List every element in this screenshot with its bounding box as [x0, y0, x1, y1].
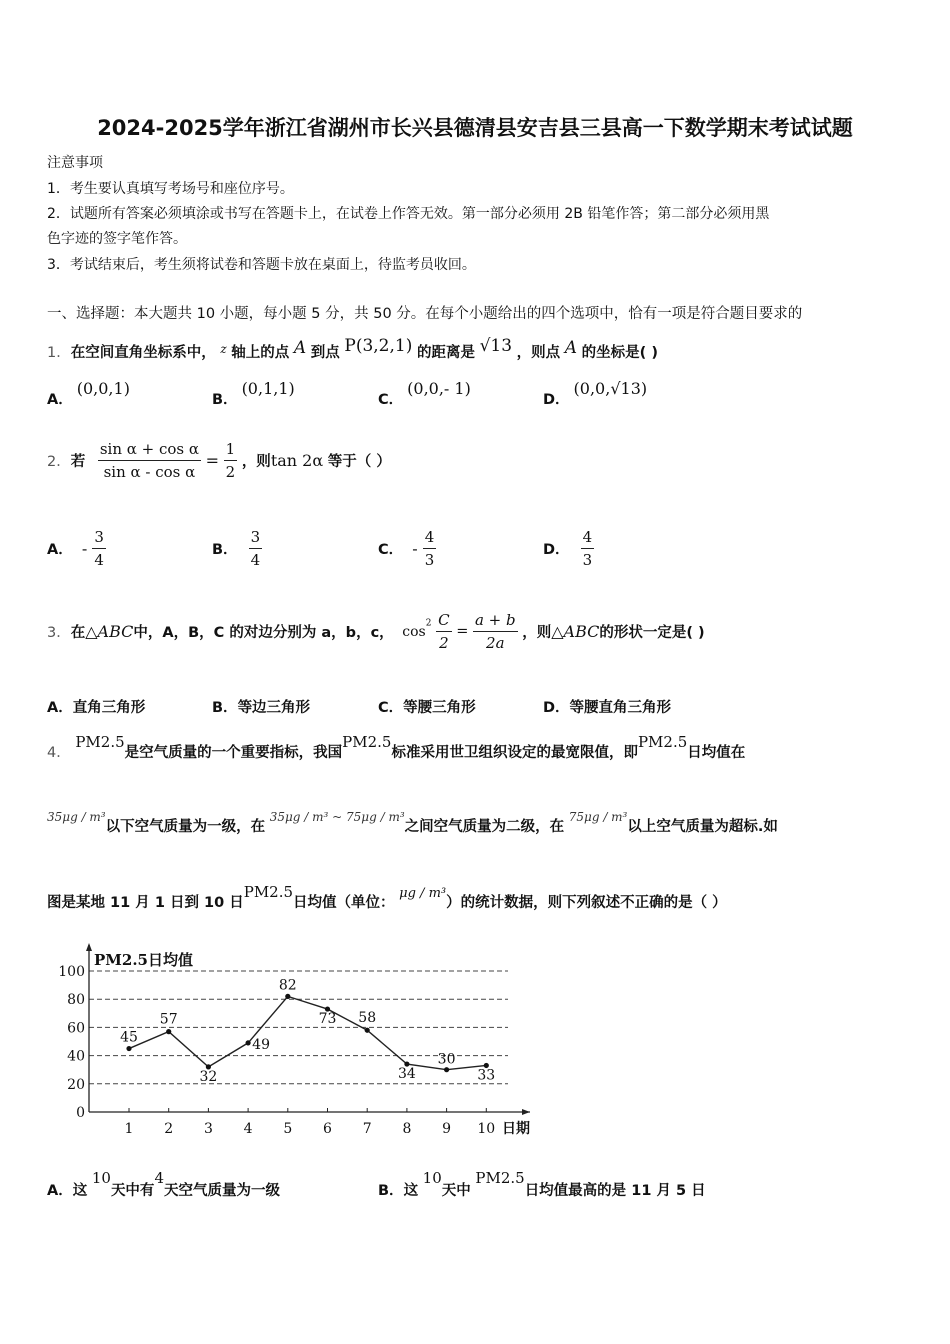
q4-text: 之间空气质量为二级，在 — [404, 819, 565, 835]
frac-n: a + b — [473, 611, 518, 632]
q4-text: 日均值在 — [687, 745, 746, 761]
chart-data-label: 73 — [318, 1011, 337, 1028]
q1-option-a[interactable] — [47, 379, 130, 409]
chart-data-point — [246, 1040, 251, 1045]
question-1 — [47, 328, 658, 371]
option-value: (0,0,1) — [76, 379, 130, 398]
frac-d: 4 — [250, 551, 261, 569]
option-label: A． — [47, 392, 73, 408]
question-4 — [47, 730, 745, 775]
chart-data-label: 32 — [199, 1068, 218, 1085]
chart-x-tick-label: 9 — [442, 1121, 452, 1137]
notice-item: 3．考试结束后，考生须将试卷和答题卡放在桌面上，待监考员收回。 — [47, 257, 476, 273]
option-text: 天中 — [441, 1183, 471, 1199]
option-label: B． — [212, 392, 238, 408]
question-number: 2． — [47, 454, 71, 470]
q1-option-d[interactable] — [543, 379, 648, 409]
equals-sign: = — [456, 623, 469, 640]
pm25-term: PM2.5 — [475, 1169, 525, 1187]
page-title: 2024-2025学年浙江省湖州市长兴县德清县安吉县三县高一下数学期末考试试题 — [97, 116, 853, 140]
q3-option-b[interactable] — [212, 696, 310, 717]
q1-text: 的坐标是( ) — [581, 345, 658, 361]
option-label: A． — [47, 700, 73, 716]
chart-x-axis-label: 日期 — [502, 1121, 530, 1137]
q1-distance: √13 — [479, 336, 513, 356]
q2-text: 若 — [70, 454, 86, 470]
pm25-term: PM2.5 — [342, 733, 392, 751]
pm25-term: PM2.5 — [243, 883, 294, 901]
q2-option-a[interactable] — [47, 528, 106, 569]
frac-n: 4 — [581, 528, 595, 549]
equals-sign: = — [205, 451, 220, 470]
chart-x-tick-label: 6 — [323, 1121, 332, 1137]
chart-data-label: 57 — [159, 1011, 178, 1028]
option-sign: - — [412, 539, 418, 558]
frac-d: 2a — [486, 634, 505, 652]
q3-text: ，则 — [522, 625, 552, 641]
chart-x-tick-label: 8 — [402, 1121, 412, 1137]
chart-data-point — [365, 1028, 370, 1033]
chart-x-tick-label: 7 — [362, 1121, 372, 1137]
q1-text: ，则点 — [516, 345, 561, 361]
option-fraction — [92, 528, 106, 569]
notice-item: 2．试题所有答案必须填涂或书写在答题卡上，在试卷上作答无效。第一部分必须用 2B 铅笔作答；第二部分必须用黑 — [47, 206, 770, 222]
q3-option-d[interactable] — [543, 696, 671, 717]
option-number: 4 — [154, 1169, 164, 1187]
chart-x-tick-label: 4 — [243, 1121, 253, 1137]
chart-x-tick-label: 10 — [477, 1121, 496, 1137]
q3-option-a[interactable] — [47, 696, 145, 717]
pm25-term: PM2.5 — [75, 733, 125, 751]
q4-text: 以上空气质量为超标.如 — [627, 819, 778, 835]
option-sign: - — [81, 539, 88, 558]
question-number: 4． — [47, 745, 71, 761]
chart-y-tick-label: 80 — [67, 992, 85, 1009]
option-text: 这 — [403, 1183, 419, 1199]
q4-option-a[interactable] — [47, 1168, 280, 1213]
option-fraction — [423, 528, 437, 569]
pm25-term: PM2.5 — [637, 733, 688, 751]
question-2 — [47, 440, 391, 481]
option-number: 10 — [91, 1169, 111, 1187]
chart-x-tick-label: 5 — [283, 1121, 293, 1137]
q2-rhs-denominator: 2 — [225, 463, 236, 481]
option-fraction — [249, 528, 263, 569]
chart-data-point — [285, 994, 290, 999]
frac-d: 3 — [582, 551, 593, 569]
q3-half-angle — [436, 611, 451, 652]
q1-option-c[interactable] — [378, 379, 471, 409]
q3-text: 的形状一定是( ) — [599, 625, 705, 641]
q3-cos: cos — [402, 623, 426, 640]
chart-y-tick-label: 20 — [67, 1076, 85, 1093]
option-number: 10 — [422, 1169, 442, 1187]
question-4-line-3 — [47, 880, 727, 926]
chart-data-label: 33 — [477, 1067, 496, 1084]
q2-option-d[interactable] — [543, 528, 594, 569]
chart-data-label: 34 — [397, 1066, 416, 1083]
chart-data-label: 58 — [358, 1010, 377, 1027]
q4-text: 标准采用世卫组织设定的最宽限值，即 — [391, 745, 638, 761]
q1-point-a: A — [564, 338, 578, 358]
chart-title: PM2.5日均值 — [94, 951, 193, 969]
option-label: B． — [378, 1183, 404, 1199]
chart-y-tick-label: 60 — [67, 1020, 85, 1037]
chart-data-point — [166, 1029, 171, 1034]
q1-point-p: P(3,2,1) — [344, 336, 413, 356]
frac-d: 4 — [94, 551, 104, 569]
q1-z-axis: z — [220, 342, 227, 356]
notice-heading: 注意事项 — [47, 155, 103, 171]
chart-y-tick-label: 100 — [58, 964, 85, 980]
q4-text: 图是某地 11 月 1 日到 10 日 — [47, 895, 244, 911]
q4-threshold-range: 35μg / m³ ~ 75μg / m³ — [269, 810, 405, 824]
q3-rhs — [473, 611, 518, 652]
chart-y-tick-label: 40 — [67, 1048, 85, 1065]
option-label: D． — [543, 392, 570, 408]
question-number: 1． — [47, 345, 71, 361]
q3-option-c[interactable] — [378, 696, 476, 717]
q1-text: 到点 — [310, 345, 340, 361]
notice-item: 色字迹的签字笔作答。 — [47, 231, 187, 247]
frac-d: 2 — [439, 634, 449, 652]
q4-unit: μg / m³ — [399, 886, 447, 901]
option-fraction — [581, 528, 595, 569]
q2-rhs — [224, 440, 238, 481]
q1-option-b[interactable] — [212, 379, 295, 409]
option-value: 直角三角形 — [72, 700, 146, 716]
chart-data-label: 45 — [120, 1029, 138, 1046]
notice-item: 1．考生要认真填写考场号和座位序号。 — [47, 181, 294, 197]
q2-text: 等于（ ） — [327, 454, 391, 470]
frac-n: 3 — [249, 528, 263, 549]
q2-denominator: sin α - cos α — [103, 463, 196, 481]
option-text: 天空气质量为一级 — [163, 1183, 280, 1199]
option-value: 等腰三角形 — [403, 700, 476, 716]
q4-text: 是空气质量的一个重要指标，我国 — [124, 745, 343, 761]
option-value: (0,0,√13) — [573, 379, 648, 398]
option-value: 等边三角形 — [237, 700, 311, 716]
q3-square: 2 — [425, 618, 432, 629]
q4-text: 以下空气质量为一级，在 — [105, 819, 266, 835]
frac-n: 4 — [423, 528, 437, 549]
option-label: D． — [543, 542, 570, 558]
frac-n: C — [436, 611, 451, 632]
chart-data-label: 82 — [278, 977, 297, 994]
q3-triangle: △ABC — [85, 622, 134, 641]
chart-x-tick-label: 3 — [203, 1121, 213, 1137]
question-3 — [47, 611, 705, 652]
section-heading: 一、选择题：本大题共 10 小题，每小题 5 分，共 50 分。在每个小题给出的四个选项中，恰有一项是符合题目要求的 — [47, 306, 803, 322]
option-value: 等腰直角三角形 — [569, 700, 672, 716]
q3-triangle: △ABC — [551, 622, 600, 641]
chart-data-label: 49 — [252, 1036, 271, 1053]
option-text: 这 — [72, 1183, 88, 1199]
pm25-line-chart — [40, 935, 550, 1145]
chart-data-point — [444, 1067, 449, 1072]
option-label: B． — [212, 542, 238, 558]
q1-text: 在空间直角坐标系中， — [70, 345, 216, 361]
option-label: D． — [543, 700, 570, 716]
q4-text: 日均值（单位： — [293, 895, 395, 911]
q4-text: ）的统计数据，则下列叙述不正确的是（ ） — [446, 895, 727, 911]
q2-tan: tan 2α — [270, 451, 324, 470]
chart-x-tick-label: 1 — [124, 1121, 134, 1137]
option-label: B． — [212, 700, 238, 716]
chart-x-tick-label: 2 — [164, 1121, 174, 1137]
q4-threshold: 75μg / m³ — [568, 810, 628, 824]
q3-text: 在 — [70, 625, 86, 641]
q2-option-c[interactable] — [378, 528, 436, 569]
q1-text: 的距离是 — [416, 345, 475, 361]
q4-option-b[interactable] — [378, 1168, 706, 1213]
q4-threshold: 35μg / m³ — [47, 810, 106, 824]
chart-y-tick-label: 0 — [76, 1105, 85, 1121]
q2-fraction — [98, 440, 201, 481]
q3-text: 中，A，B，C 的对边分别为 a，b，c， — [133, 625, 394, 641]
option-label: A． — [47, 542, 73, 558]
option-label: C． — [378, 392, 404, 408]
question-number: 3． — [47, 625, 71, 641]
option-text: 日均值最高的是 11 月 5 日 — [524, 1183, 706, 1199]
q2-option-b[interactable] — [212, 528, 262, 569]
option-text: 天中有 — [110, 1183, 155, 1199]
q2-rhs-numerator: 1 — [224, 440, 238, 461]
chart-data-label: 30 — [437, 1051, 456, 1068]
option-value: (0,1,1) — [241, 379, 295, 398]
option-label: A． — [47, 1183, 73, 1199]
q1-point-a: A — [293, 338, 307, 358]
q1-text: 轴上的点 — [231, 345, 290, 361]
option-value: (0,0,- 1) — [407, 379, 471, 398]
chart-data-point — [126, 1046, 131, 1051]
frac-n: 3 — [92, 528, 106, 549]
question-4-line-2 — [47, 805, 778, 849]
option-label: C． — [378, 542, 404, 558]
q2-text: ，则 — [241, 454, 271, 470]
option-label: C． — [378, 700, 404, 716]
q2-numerator: sin α + cos α — [98, 440, 201, 461]
frac-d: 3 — [424, 551, 435, 569]
